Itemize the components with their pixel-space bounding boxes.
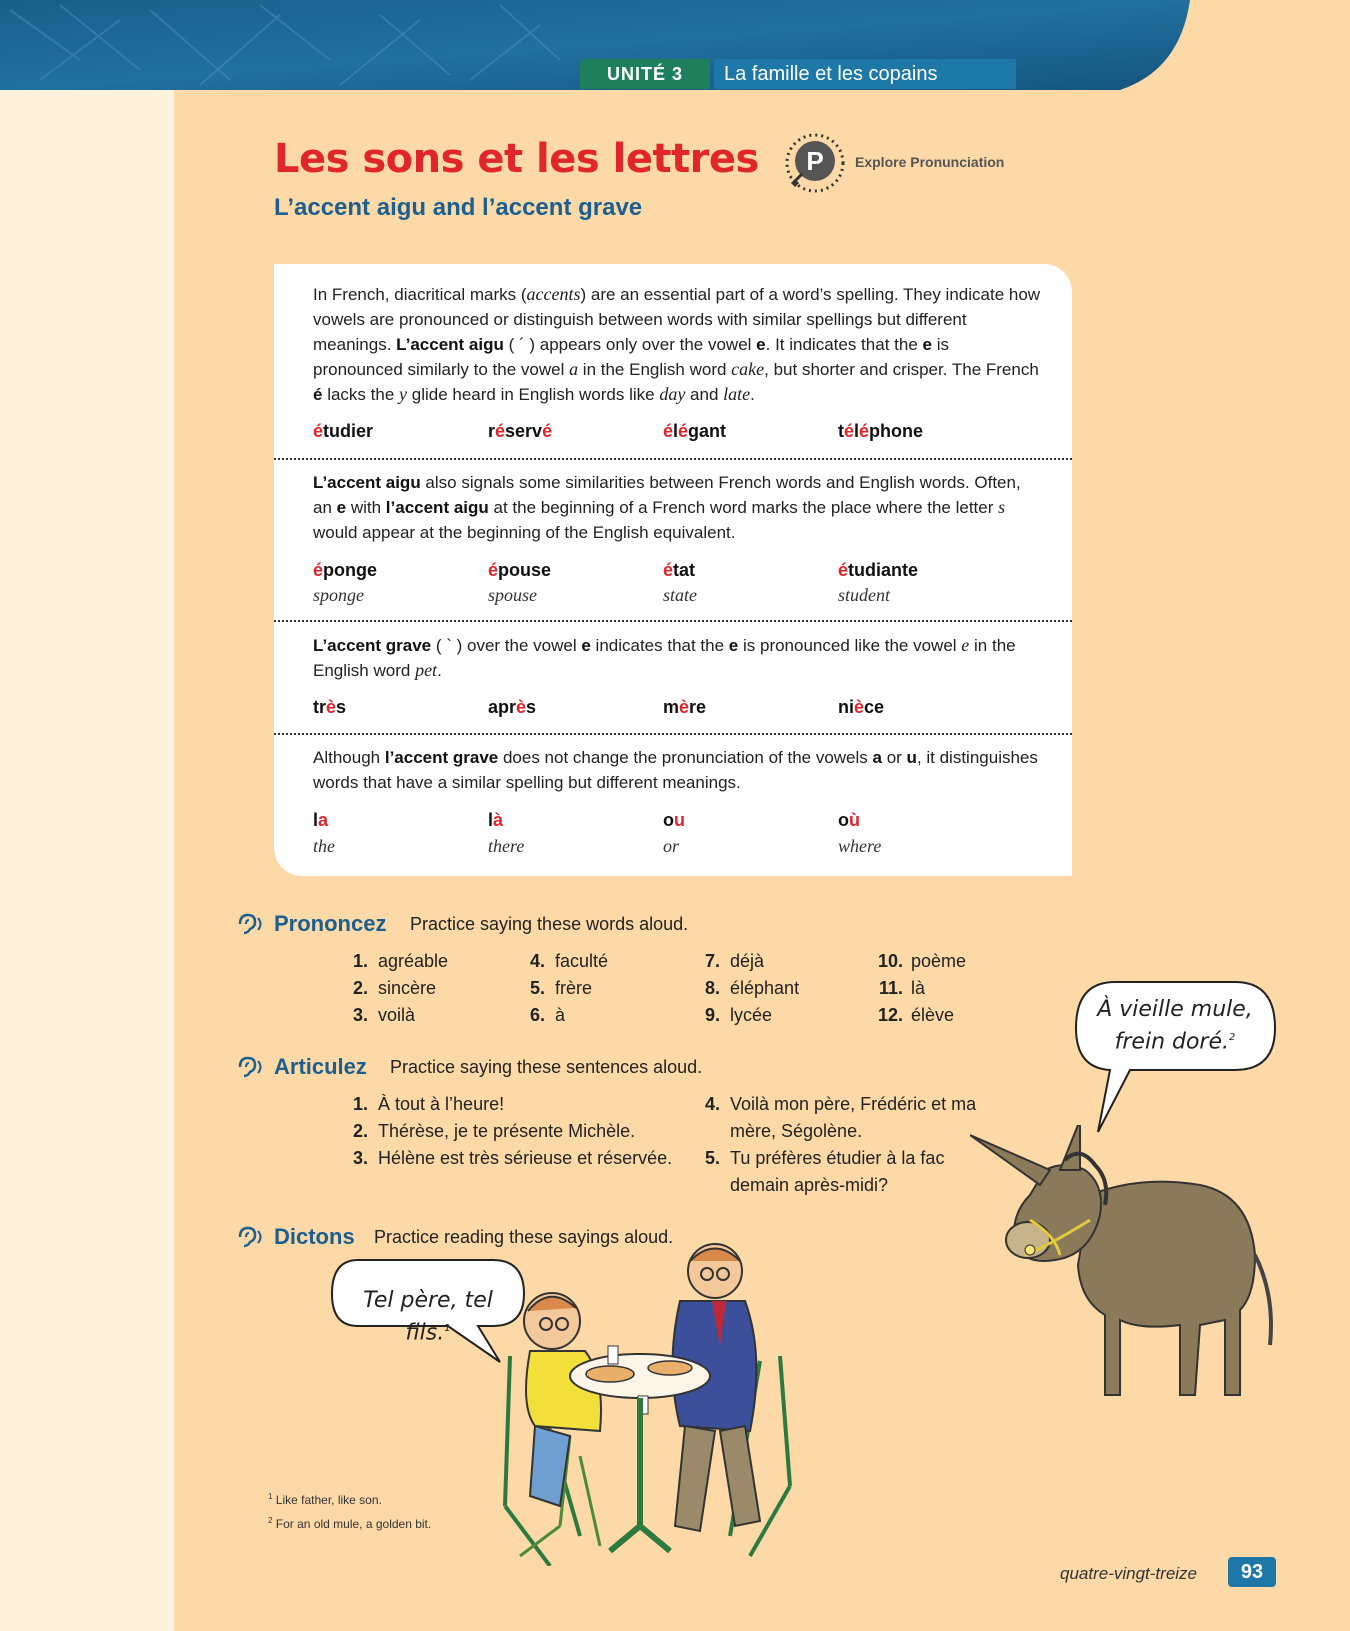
list-item: 2. sincère [352,978,437,998]
saying-vieille-mule: À vieille mule, frein doré.$^2$ [1097,997,1253,1055]
grave-au-paragraph: Although l’accent grave does not change the pronunciation of the vowels a or u, it distinguishes words that have a similar spelling but different meanings. [313,748,1038,792]
example-word: téléphone [838,421,924,441]
page-number: 93 [1228,1557,1276,1587]
english-gloss: state [663,585,697,605]
page-number-words: quatre-vingt-treize [1060,1564,1198,1583]
example-word: réservé [488,421,553,441]
example-word: élégant [663,421,727,441]
unit-title: La famille et les copains [714,59,1016,89]
english-gloss: where [838,836,882,856]
list-item: 6. à [529,1005,566,1025]
sentence-item-cont: mère, Ségolène. [730,1121,863,1141]
pronunciation-icon-letter: P [806,146,824,176]
subtitle: L’accent aigu and l’accent grave [274,194,643,221]
english-gloss: spouse [488,585,537,605]
explore-pronunciation-link[interactable]: Explore Pronunciation [855,154,1005,170]
prononcez-instruction: Practice saying these words aloud. [410,914,689,934]
footnote: $^1$ Like father, like son. [268,1492,382,1507]
english-gloss: or [663,836,680,856]
dotted-divider [274,733,1072,735]
prononcez-heading: Prononcez [274,911,387,936]
example-word: mère [663,697,707,717]
left-margin [0,0,174,1631]
list-item: 12. élève [877,1005,955,1025]
list-item: 11. là [878,978,926,998]
sentence-item: 1. À tout à l’heure! [352,1094,505,1114]
example-word: nièce [838,697,885,717]
sentence-item: 4. Voilà mon père, Frédéric et ma [704,1094,977,1114]
dictons-instruction: Practice reading these sayings aloud. [374,1227,674,1247]
footnote: $^2$ For an old mule, a golden bit. [268,1516,432,1531]
sentence-item: 3. Hélène est très sérieuse et réservée. [352,1148,673,1168]
sentence-item-cont: demain après-midi? [730,1175,889,1195]
pronunciation-icon[interactable] [784,132,846,194]
audio-icon[interactable] [236,1225,266,1249]
list-item: 3. voilà [352,1005,416,1025]
example-word: où [838,810,860,830]
english-gloss: the [313,836,335,856]
list-item: 9. lycée [704,1005,773,1025]
example-word: étudier [313,421,374,441]
example-word: ou [663,810,685,830]
list-item: 4. faculté [529,951,609,971]
aigu-similarity-paragraph: L’accent aigu also signals some similarities between French words and English words. Often, an e with l’accent aigu at the beginning of a French word marks the place where the letter s would appear at the beginning of the English equivalent. [313,473,1021,542]
mule-illustration [970,1125,1290,1425]
articulez-heading: Articulez [274,1054,367,1079]
list-item: 5. frère [529,978,593,998]
articulez-instruction: Practice saying these sentences aloud. [390,1057,703,1077]
list-item: 7. déjà [704,951,765,971]
saying-tel-pere: Tel père, tel fils.$^1$ [363,1288,493,1346]
dictons-heading: Dictons [274,1224,355,1249]
intro-paragraph: In French, diacritical marks (accents) are an essential part of a word’s spelling. They indicate how vowels are pronounced or distinguish between words with similar spellings but different meanings. L’accent aigu ( ´ ) appears only over the vowel e. It indicates that the e is pronounced similarly to the vowel a in the English word cake, but shorter and crisper. The French é lacks the y glide heard in English words like day and late. [313,284,1041,404]
grave-paragraph: L’accent grave ( ` ) over the vowel e indicates that the e is pronounced like the vowel e in the English word pet. [313,635,1016,680]
example-word: la [313,810,329,830]
dotted-divider [274,458,1072,460]
list-item: 1. agréable [352,951,449,971]
sentence-item: 2. Thérèse, je te présente Michèle. [352,1121,636,1141]
list-item: 8. éléphant [704,978,800,998]
sentence-item: 5. Tu préfères étudier à la fac [704,1148,945,1168]
english-gloss: there [488,836,525,856]
example-word: état [663,560,696,580]
list-item: 10. poème [877,951,967,971]
audio-icon[interactable] [236,1055,266,1079]
example-word: après [488,697,537,717]
example-word: étudiante [838,560,919,580]
page-title: Les sons et les lettres [274,136,759,182]
example-word: épouse [488,560,552,580]
audio-icon[interactable] [236,912,266,936]
dotted-divider [274,620,1072,622]
english-gloss: student [838,585,890,605]
example-word: là [488,810,504,830]
english-gloss: sponge [313,585,364,605]
example-word: très [313,697,347,717]
example-word: éponge [313,560,378,580]
cafe-illustration [490,1236,820,1566]
unit-tab: UNITÉ 3 [580,59,710,89]
